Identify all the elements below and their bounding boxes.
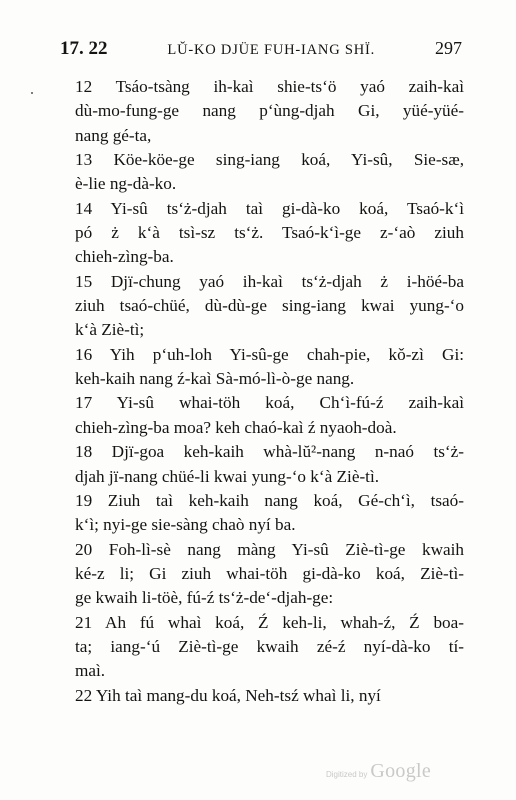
- verse-line: ge kwaih li-töè, fú-ź ts‘ż-de‘-djah-ge:: [75, 588, 334, 608]
- page-number: 297: [435, 38, 462, 58]
- verse-line: maì.: [75, 661, 106, 681]
- verse-line: 21 Ah fú whaì koá, Ź keh-li, whah-ź, Ź boa-: [75, 612, 464, 632]
- running-title: LŬ-KO DJÜE FUH-IANG SHÏ.: [167, 42, 376, 58]
- verse-line: 14 Yi-sû ts‘ż-djah taì gi-dà-ko koá, Tsaó-k‘ì: [75, 198, 464, 218]
- verse-line: pó ż k‘à tsì-sz ts‘ż. Tsaó-k‘ì-ge z-‘aò ziuh: [75, 223, 464, 243]
- verse-line: dù-mo-fung-ge nang p‘ùng-djah Gi, yüé-yüé-: [75, 101, 464, 121]
- verse-line: chieh-zìng-ba.: [75, 247, 174, 267]
- verse-line: ziuh tsaó-chüé, dù-dù-ge sing-iang kwai yung-‘o: [75, 296, 464, 316]
- verse-line: 19 Ziuh taì keh-kaih nang koá, Gé-ch‘ì, tsaó-: [75, 490, 464, 510]
- verse-paragraph: [60, 489, 464, 538]
- verse-line: k‘à Ziè-tì;: [75, 320, 145, 340]
- chapter-verse-reference: 17. 22: [60, 38, 108, 59]
- verse-line: 15 Djï-chung yaó ih-kaì ts‘ż-djah ż i-höé-ba: [75, 271, 464, 291]
- verse-paragraph: [60, 148, 464, 197]
- verse-line: k‘ì; nyi-ge sie-sàng chaò nyí ba.: [75, 515, 296, 535]
- verse-paragraph: [60, 391, 464, 440]
- verse-paragraph: [60, 270, 464, 343]
- verse-paragraph: [60, 197, 464, 270]
- verse-line: ta; iang-‘ú Ziè-tì-ge kwaih zé-ź nyí-dà-ko tí-: [75, 636, 464, 656]
- verse-line: 12 Tsáo-tsàng ih-kaì shie-ts‘ö yaó zaih-kaì: [75, 77, 464, 96]
- verse-line: è-lie ng-dà-ko.: [75, 174, 177, 194]
- verse-line: chieh-zìng-ba moa? keh chaó-kaì ź nyaoh-doà.: [75, 417, 397, 437]
- digitization-watermark: [326, 760, 431, 783]
- google-logo: Google: [370, 760, 432, 782]
- verse-paragraph: [60, 538, 464, 611]
- verse-line: 18 Djï-goa keh-kaih whà-lŭ²-nang n-naó ts‘ż-: [75, 442, 464, 462]
- verse-paragraph: [60, 611, 464, 684]
- verse-line: 16 Yih p‘uh-loh Yi-sû-ge chah-pie, kǒ-zì Gi:: [75, 344, 464, 364]
- verse-paragraph: [60, 684, 464, 708]
- print-speck: [31, 92, 33, 94]
- verse-line: 22 Yih taì mang-du koá, Neh-tsź whaì li, nyí: [75, 685, 381, 705]
- verse-line: nang gé-ta,: [75, 125, 152, 145]
- verse-line: ké-z li; Gi ziuh whai-töh gi-dà-ko koá, Ziè-tì-: [75, 563, 464, 583]
- verse-line: djah jï-nang chüé-li kwai yung-‘o k‘à Ziè-tì.: [75, 466, 380, 486]
- verse-line: 13 Köe-köe-ge sing-iang koá, Yi-sû, Sie-sæ,: [75, 150, 464, 170]
- verse-line: keh-kaih nang ź-kaì Sà-mó-lì-ò-ge nang.: [75, 369, 355, 389]
- verse-paragraph: [60, 75, 464, 148]
- page-header: [60, 38, 462, 60]
- verse-line: 17 Yi-sû whai-töh koá, Ch‘ì-fú-ź zaih-kaì: [75, 393, 464, 413]
- verse-text-body: [60, 75, 464, 708]
- verse-line: 20 Foh-lì-sè nang màng Yi-sû Ziè-tì-ge kwaih: [75, 539, 464, 559]
- watermark-prefix: Digitized by: [326, 770, 368, 779]
- verse-paragraph: [60, 343, 464, 392]
- verse-paragraph: [60, 440, 464, 489]
